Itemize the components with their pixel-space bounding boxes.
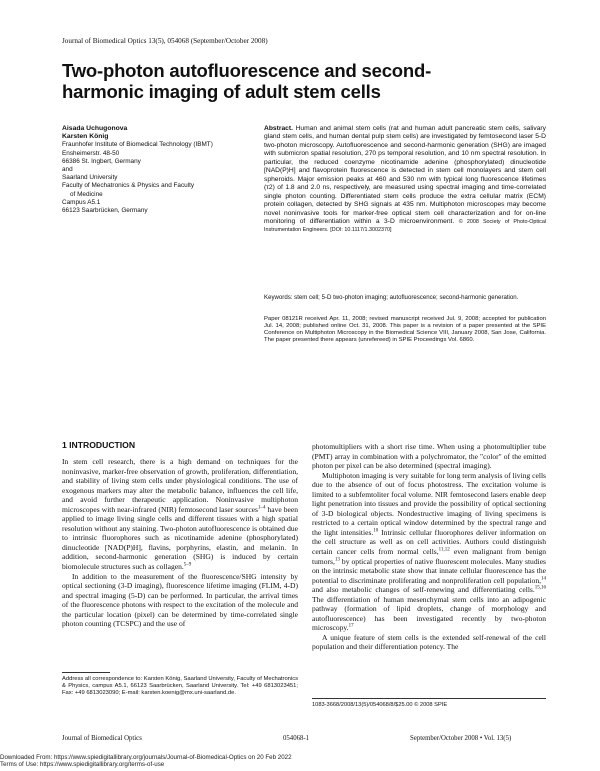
- terms-link[interactable]: Terms of Use: https://www.spiedigitallibrary.org/terms-of-use: [0, 761, 165, 769]
- footer-journal: Journal of Biomedical Optics: [62, 735, 142, 742]
- citation[interactable]: 17: [348, 623, 354, 629]
- citation[interactable]: 14: [541, 576, 546, 582]
- abstract-label: Abstract.: [264, 125, 293, 132]
- citation[interactable]: 15,16: [534, 585, 546, 591]
- citation[interactable]: 10: [373, 528, 379, 534]
- paragraph: even malignant from benign tumors,: [312, 547, 546, 566]
- body-column-right: [312, 442, 546, 652]
- footnote-divider: [62, 672, 110, 673]
- paragraph: In stem cell research, there is a high demand on techniques for the noninvasive, marker-free observation of growth, proliferation, differentiation, and stability of living stem cells under physiological conditions. The use of exogenous markers may alter the metabolic balance, influences the cell life, and avoid further therapeutic application. Noninvasive multiphoton microscopes with near-infrared (NIR) femtosecond laser sources: [62, 457, 298, 514]
- citation[interactable]: 5–9: [183, 562, 192, 568]
- abstract-text: Human and animal stem cells (rat and human adult pancreatic stem cells, salivary gland stem cells, and human dental pulp stem cells) are investigated by femtosecond laser 5-D two-photon microscopy. Autofluorescence and second-harmonic generation (SHG) are imaged with submicron spatial resolution, 270 ps temporal resolution, and 10 nm spectral resolution. In particular, the reduced coenzyme nicotinamide adenine (phosphorylated) dinucleotide [NAD(P)H] and flavoprotein fluorescence is detected in stem cell monolayers and stem cell spheroids. Major emission peaks at 460 and 530 nm with typical long fluorescence lifetimes (τ2) of 1.8 and 2.0 ns, respectively, are measured using spectral imaging and time-correlated single photon counting. Differentiated stem cells produce the extra cellular matrix (ECM) protein collagen, detected by SHG signals at 435 nm. Multiphoton microscopes may become novel noninvasive tools for marker-free optical stem cell characterization and for on-line monitoring of differentiation within a 3-D microenvironment.: [264, 125, 546, 225]
- citation[interactable]: 13: [334, 557, 340, 563]
- correspondence-footnote: Address all correspondence to: Karsten König, Saarland University, Faculty of Mechatronics & Physics, campus A5.1, 66123 Saarbrücken, Saarland University. Tel: +49 6813023451; Fax: +49 6813023090; E-mail: karsten.koenig@mx.uni-saarland.de.: [62, 676, 298, 697]
- journal-header: Journal of Biomedical Optics 13(5), 054068 (September/October 2008): [62, 37, 268, 45]
- paper-title: Two-photon autofluorescence and second-harmonic imaging of adult stem cells: [62, 60, 432, 102]
- abstract-copyright: © 2008 Society of Photo-Optical Instrumentation Engineers.: [264, 218, 547, 234]
- paragraph: have been applied to image living single cells and different tissues with a high spatial resolution without any staining. Two-photon autofluorescence is obtained due to intrinsic fluorophores such as nicotinamide adenine (phosphorylated) dinucleotide [NAD(P)H], flavins, porphyrins, elastin, and melanin. In addition, second-harmonic generation (SHG) is induced by certain biomolecule structures such as collagen.: [62, 504, 298, 572]
- affiliation-line: Ensheimerstr. 48-50: [62, 149, 120, 157]
- paragraph: photomultipliers with a short rise time. When using a photomultiplier tube (PMT) array in combination with a polychromator, the "color" of the emitted photon per pixel can be also determined (spectral imaging).: [312, 442, 546, 471]
- affiliation-line: 66123 Saarbrücken, Germany: [62, 207, 148, 215]
- citation[interactable]: 11,12: [438, 547, 450, 553]
- abstract: [264, 125, 546, 235]
- affiliation-line: Campus A5.1: [62, 198, 101, 206]
- body-column-left: [62, 457, 298, 629]
- paragraph: A unique feature of stem cells is the extended self-renewal of the cell population and their differentiation potency. The: [312, 632, 546, 652]
- citation[interactable]: 1–4: [257, 505, 266, 511]
- issn-divider: [312, 698, 546, 699]
- affiliation-line: 66386 St. Ingbert, Germany: [62, 157, 141, 165]
- keywords: Keywords: stem cell; 5-D two-photon imaging; autofluorescence; second-harmonic generation.: [264, 294, 519, 301]
- affiliation-line: Fraunhofer Institute of Biomedical Technology (IBMT): [62, 141, 213, 149]
- paragraph: The differentiation of human mesenchymal stem cells into an adipogenic pathway (formation of lipid droplets, change of morphology and autofluorescence) has been investigated recently by two-photon microscopy.: [312, 594, 546, 633]
- author-name-2: Karsten König: [62, 133, 109, 141]
- paper-history: Paper 08121R received Apr. 11, 2008; revised manuscript received Jul. 9, 2008; accepted for publication Jul. 14, 2008; published online Oct. 31, 2008. This paper is a revision of a paper presented at the SPIE Conference on Multiphoton Microscopy in the Biomedical Science VIII, January 2008, San Jose, California. The paper presented there appears (unrefereed) in SPIE Proceedings Vol. 6860.: [264, 316, 546, 343]
- footer-page-number: 054068-1: [283, 735, 310, 742]
- section-heading: 1 INTRODUCTION: [62, 440, 136, 450]
- paragraph: In addition to the measurement of the fluorescence/SHG intensity by optical sectioning (3-D imaging), fluorescence lifetime imaging (FLIM, 4-D) and spectral imaging (5-D) can be performed. In particular, the arrival times of the fluorescence photons with respect to the excitation of the molecule and the particular location (pixel) can be determined by time-correlated single photon counting (TCSPC) and the use of: [62, 571, 298, 629]
- issn-line: 1083-3668/2008/13(5)/054068/8/$25.00 © 2008 SPIE: [312, 702, 448, 708]
- paragraph: Multiphoton imaging is very suitable for long term analysis of living cells due to the absence of out of focus photostress. The excitation volume is limited to a subfemtoliter focal volume. NIR femtosecond lasers enable deep light penetration into tissues and provide the possibility of optical sectioning of 3-D biological objects. Nondestructive imaging of living specimens is restricted to a certain optical window determined by the spectral range and the light intensities.: [312, 470, 546, 537]
- affiliation-line: Faculty of Mechatronics & Physics and Faculty: [62, 182, 195, 190]
- paragraph: by optical properties of native fluorescent molecules. Many studies on the intrinsic metabolic state show that innate cellular fluorescence has the potential to discriminate proliferating and nonproliferation cell population,: [312, 556, 546, 585]
- author-block: [62, 125, 252, 215]
- author-name-1: Aisada Uchugonova: [62, 125, 128, 132]
- affiliation-line: of Medicine: [70, 190, 103, 198]
- download-notice: [0, 754, 292, 768]
- abstract-doi: [DOI: 10.1117/1.3002370]: [330, 227, 392, 234]
- affiliation-line: and: [62, 166, 73, 174]
- footer-issue: September/October 2008 • Vol. 13(5): [410, 735, 512, 742]
- download-link[interactable]: Downloaded From: https://www.spiedigitallibrary.org/journals/Journal-of-Biomedical-Optics on 20 Feb 2022: [0, 754, 292, 761]
- paragraph: Intrinsic cellular fluorophores deliver information on the cell structure as well as on cell activities. Authors could distinguish certain cancer cells from normal cells,: [312, 527, 546, 557]
- paragraph: and also metabolic changes of self-renewing and differentiating cells.: [312, 585, 535, 595]
- affiliation-line: Saarland University: [62, 174, 118, 182]
